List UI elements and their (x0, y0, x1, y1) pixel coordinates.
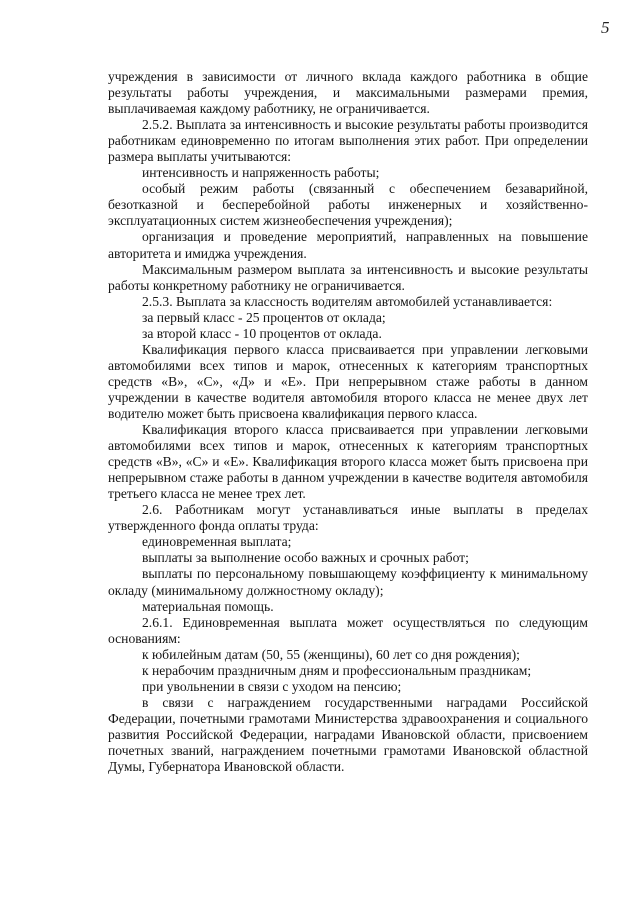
list-item: единовременная выплата; (142, 534, 292, 550)
list-item: выплаты за выполнение особо важных и срочных работ; (142, 550, 469, 566)
paragraph-2-5-3: 2.5.3. Выплата за классность водителям автомобилей устанавливается: (142, 293, 553, 309)
list-item: в связи с награждением государственными наградами Российской Федерации, почетными грамотами Министерства здравоохранения и социального развития Российской Федерации, наградами Ивановской области, присвоением почетных званий, награждением почетными грамотами Ивановской областной Думы, Губернатора Ивановской области. (108, 694, 588, 775)
list-item: за первый класс - 25 процентов от оклада; (142, 309, 386, 325)
paragraph-2-5-2: 2.5.2. Выплата за интенсивность и высокие результаты работы производится работникам единовременно по итогам выполнения этих работ. При определении размера выплаты учитываются: (108, 117, 588, 165)
list-item: интенсивность и напряженность работы; (142, 165, 380, 181)
document-body (108, 69, 588, 775)
list-item: организация и проведение мероприятий, направленных на повышение авторитета и имиджа учреждения. (108, 229, 588, 261)
paragraph-2-6: 2.6. Работникам могут устанавливаться иные выплаты в пределах утвержденного фонда оплаты труда: (108, 502, 588, 534)
list-item: к нерабочим праздничным дням и профессиональным праздникам; (142, 662, 532, 678)
paragraph-second-class: Квалификация второго класса присваивается при управлении легковыми автомобилями всех типов и марок, отнесенных к категориям транспортных средств «В», «С» и «Е». Квалификация второго класса может быть присвоена при непрерывном стаже работы в данном учреждении в качестве водителя автомобиля третьего класса не менее трех лет. (108, 422, 588, 502)
page-number: 5 (601, 18, 610, 37)
list-item: к юбилейным датам (50, 55 (женщины), 60 лет со дня рождения); (142, 646, 520, 662)
list-item: особый режим работы (связанный с обеспечением безаварийной, безотказной и бесперебойной работы инженерных и хозяйственно-эксплуатационных систем жизнеобеспечения учреждения); (108, 181, 588, 229)
list-item: материальная помощь. (142, 598, 274, 614)
list-item: за второй класс - 10 процентов от оклада. (142, 325, 382, 341)
list-item: при увольнении в связи с уходом на пенсию; (142, 678, 402, 694)
paragraph-first-class: Квалификация первого класса присваивается при управлении легковыми автомобилями всех типов и марок, отнесенных к категориям транспортных средств «В», «С», «Д» и «Е». При непрерывном стаже работы в данном учреждении в качестве водителя автомобиля второго класса не менее двух лет водителю может быть присвоена квалификация первого класса. (108, 341, 588, 421)
paragraph-premium-conclusion: учреждения в зависимости от личного вклада каждого работника в общие результаты работы учреждения, и максимальными размерами премия, выплачиваемая каждому работнику, не ограничивается. (108, 69, 588, 117)
paragraph-max-size: Максимальным размером выплата за интенсивность и высокие результаты работы конкретному работнику не ограничивается. (108, 261, 588, 293)
list-item: выплаты по персональному повышающему коэффициенту к минимальному окладу (минимальному должностному окладу); (108, 566, 588, 598)
paragraph-2-6-1: 2.6.1. Единовременная выплата может осуществляться по следующим основаниям: (108, 614, 588, 646)
